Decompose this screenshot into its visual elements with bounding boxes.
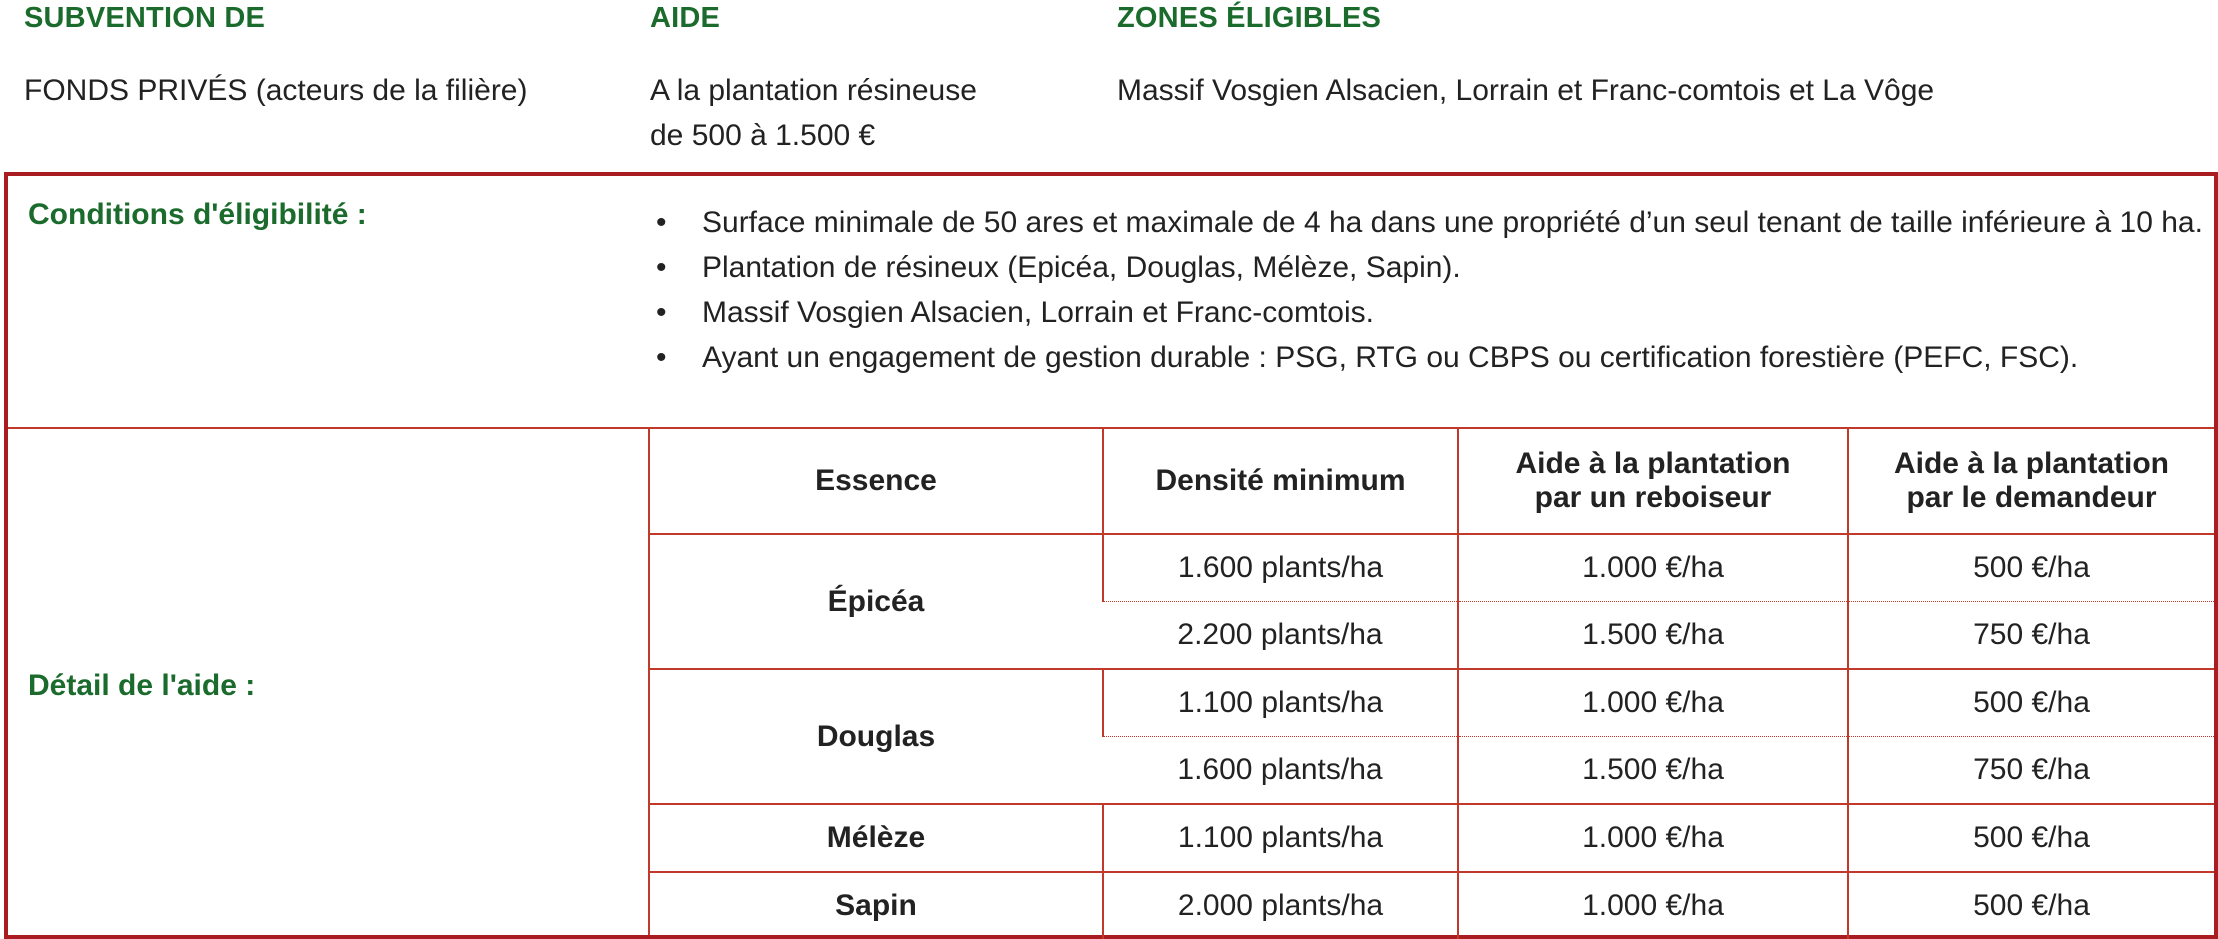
aide-table [650,429,2214,939]
subvention-label: SUBVENTION DE [24,2,266,34]
subvention-value: FONDS PRIVÉS (acteurs de la filière) [24,74,528,107]
reboiseur-cell: 1.000 €/ha [1458,669,1848,737]
bullet-icon: • [656,206,667,239]
demandeur-cell: 500 €/ha [1848,872,2214,939]
col-essence: Essence [650,429,1103,534]
aide-value [650,68,977,158]
list-item: • Massif Vosgien Alsacien, Lorrain et Franc-comtois. [648,290,2208,335]
reboiseur-cell: 1.000 €/ha [1458,804,1848,872]
reboiseur-cell: 1.500 €/ha [1458,737,1848,805]
table-row [650,669,2214,737]
essence-cell: Épicéa [650,534,1103,669]
col-reboiseur: Aide à la plantation par un reboiseur [1458,429,1848,534]
aide-value-line2: de 500 à 1.500 € [650,119,876,152]
demandeur-cell: 750 €/ha [1848,737,2214,805]
table-row [650,534,2214,602]
col-densite: Densité minimum [1103,429,1458,534]
demandeur-cell: 500 €/ha [1848,669,2214,737]
demandeur-cell: 750 €/ha [1848,602,2214,670]
bullet-icon: • [656,296,667,329]
essence-cell: Sapin [835,889,917,922]
demandeur-cell: 500 €/ha [1848,804,2214,872]
col-demandeur: Aide à la plantation par le demandeur [1848,429,2214,534]
bullet-icon: • [656,251,667,284]
densite-cell: 2.200 plants/ha [1103,602,1458,670]
table-header-row [650,429,2214,534]
table-row [650,872,2214,939]
zones-value: Massif Vosgien Alsacien, Lorrain et Franc-comtois et La Vôge [1117,74,1935,107]
reboiseur-cell: 1.000 €/ha [1458,872,1848,939]
essence-cell: Mélèze [650,804,1103,872]
list-item: • Ayant un engagement de gestion durable : PSG, RTG ou CBPS ou certification forestière (PEFC, FSC). [648,335,2208,380]
detail-label: Détail de l'aide : [28,669,256,702]
densite-cell: 1.600 plants/ha [1103,534,1458,602]
details-frame [4,172,2218,939]
conditions-list [648,200,2208,380]
zones-label: ZONES ÉLIGIBLES [1117,2,1382,34]
list-item: • Surface minimale de 50 ares et maximale de 4 ha dans une propriété d’un seul tenant de taille inférieure à 10 ha. [648,200,2208,245]
densite-cell: 1.100 plants/ha [1103,669,1458,737]
densite-cell: 1.100 plants/ha [1103,804,1458,872]
aide-value-line1: A la plantation résineuse [650,74,977,107]
list-item: • Plantation de résineux (Epicéa, Douglas, Mélèze, Sapin). [648,245,2208,290]
reboiseur-cell: 1.500 €/ha [1458,602,1848,670]
essence-cell: Douglas [650,669,1103,804]
reboiseur-cell: 1.000 €/ha [1458,534,1848,602]
densite-cell: 1.600 plants/ha [1103,737,1458,805]
aide-label: AIDE [650,2,721,34]
densite-cell: 2.000 plants/ha [1103,872,1458,939]
bullet-icon: • [656,341,667,374]
demandeur-cell: 500 €/ha [1848,534,2214,602]
conditions-label: Conditions d'éligibilité : [28,198,367,231]
table-row [650,804,2214,872]
